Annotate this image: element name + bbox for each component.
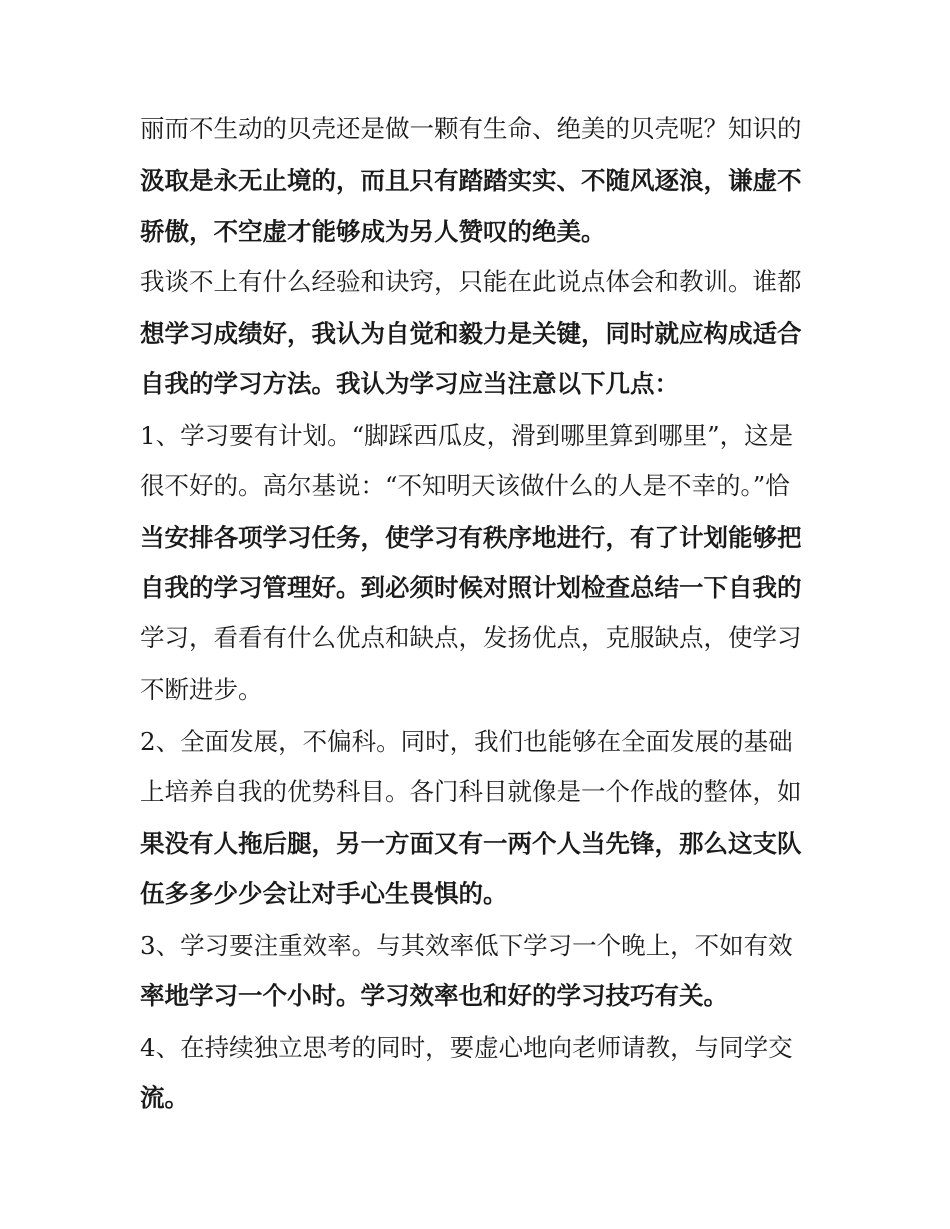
text-line: 伍多多少少会让对手心生畏惧的。: [140, 879, 508, 908]
text-line: 上培养自我的优势科目。各门科目就像是一个作战的整体，如: [140, 777, 802, 806]
text-line: 不断进步。: [140, 675, 263, 704]
text-line: 我谈不上有什么经验和诀窍，只能在此说点体会和教训。谁都: [140, 267, 802, 296]
text-line: 汲取是永无止境的，而且只有踏踏实实、不随风逐浪，谦虚不: [140, 166, 802, 195]
text-line: 自我的学习管理好。到必须时候对照计划检查总结一下自我的: [140, 573, 802, 602]
text-line: 想学习成绩好，我认为自觉和毅力是关键，同时就应构成适合: [140, 319, 802, 348]
text-line: 1、学习要有计划。“脚踩西瓜皮，滑到哪里算到哪里”，这是: [140, 421, 794, 450]
text-line: 3、学习要注重效率。与其效率低下学习一个晚上，不如有效: [140, 931, 793, 960]
text-line: 果没有人拖后腿，另一方面又有一两个人当先锋，那么这支队: [140, 829, 802, 858]
text-line: 丽而不生动的贝壳还是做一颗有生命、绝美的贝壳呢？知识的: [140, 114, 802, 143]
text-line: 很不好的。高尔基说：“不知明天该做什么的人是不幸的。”恰: [140, 471, 790, 500]
text-line: 骄傲，不空虚才能够成为另人赞叹的绝美。: [140, 217, 606, 246]
text-line: 自我的学习方法。我认为学习应当注意以下几点：: [140, 369, 679, 398]
text-line: 学习，看看有什么优点和缺点，发扬优点，克服缺点，使学习: [140, 623, 802, 652]
text-line: 率地学习一个小时。学习效率也和好的学习技巧有关。: [140, 981, 728, 1010]
text-line: 2、全面发展，不偏科。同时，我们也能够在全面发展的基础: [140, 727, 793, 756]
text-line: 当安排各项学习任务，使学习有秩序地进行，有了计划能够把: [140, 523, 802, 552]
text-line: 4、在持续独立思考的同时，要虚心地向老师请教，与同学交: [140, 1033, 793, 1062]
text-line: 流。: [140, 1083, 189, 1112]
